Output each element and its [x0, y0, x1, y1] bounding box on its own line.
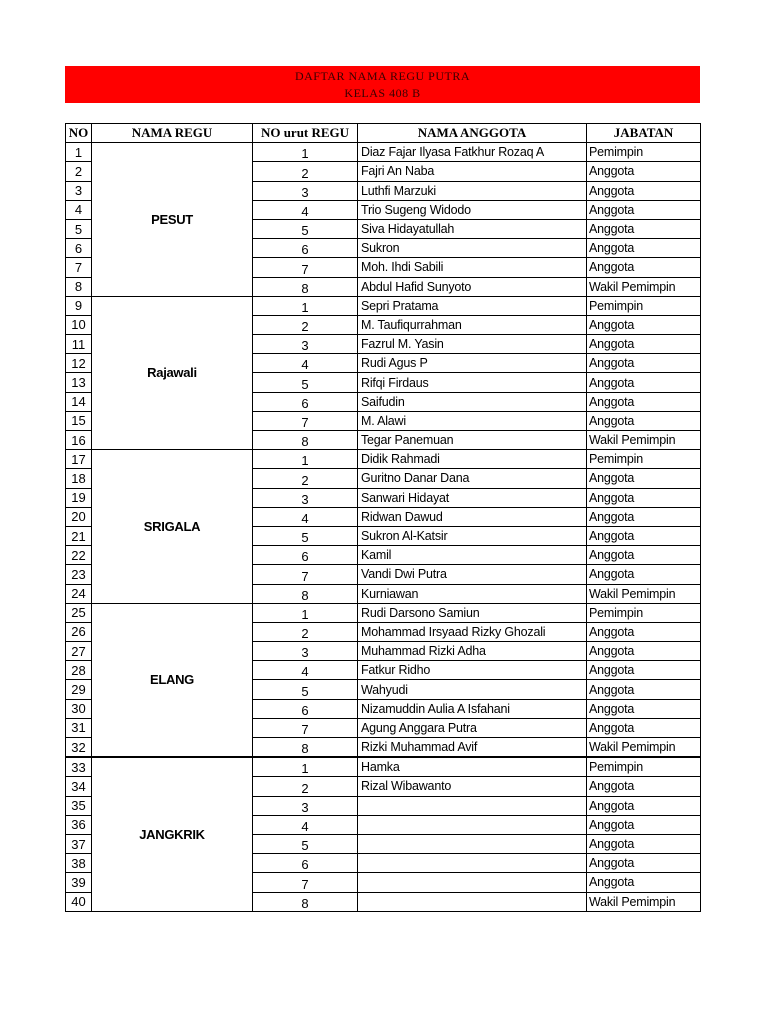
member-role: Anggota: [587, 777, 701, 796]
member-role: Wakil Pemimpin: [587, 738, 701, 758]
member-order: 6: [253, 239, 358, 258]
row-number: 39: [66, 873, 92, 892]
member-name: Vandi Dwi Putra: [358, 565, 587, 584]
member-role: Wakil Pemimpin: [587, 584, 701, 603]
regu-name: JANGKRIK: [92, 757, 253, 911]
member-role: Anggota: [587, 718, 701, 737]
table-row: [66, 757, 701, 777]
member-role: Pemimpin: [587, 143, 701, 162]
regu-name: PESUT: [92, 143, 253, 297]
member-order: 2: [253, 777, 358, 796]
member-role: Anggota: [587, 642, 701, 661]
row-number: 4: [66, 200, 92, 219]
row-number: 11: [66, 335, 92, 354]
header-no-urut: NO urut REGU: [253, 124, 358, 143]
member-order: 1: [253, 296, 358, 315]
member-role: Anggota: [587, 200, 701, 219]
member-order: 7: [253, 258, 358, 277]
member-role: Anggota: [587, 815, 701, 834]
member-name: [358, 796, 587, 815]
table-row: [66, 143, 701, 162]
member-order: 3: [253, 181, 358, 200]
row-number: 16: [66, 431, 92, 450]
table-row: [66, 603, 701, 622]
member-order: 6: [253, 392, 358, 411]
member-role: Anggota: [587, 181, 701, 200]
member-order: 5: [253, 526, 358, 545]
table-body: [66, 143, 701, 912]
row-number: 12: [66, 354, 92, 373]
row-number: 17: [66, 450, 92, 469]
member-role: Anggota: [587, 219, 701, 238]
member-role: Anggota: [587, 469, 701, 488]
member-role: Anggota: [587, 335, 701, 354]
regu-table: [65, 123, 701, 912]
header-jabatan: JABATAN: [587, 124, 701, 143]
member-name: Wahyudi: [358, 680, 587, 699]
member-order: 6: [253, 546, 358, 565]
member-order: 2: [253, 315, 358, 334]
member-role: Anggota: [587, 239, 701, 258]
member-name: Ridwan Dawud: [358, 507, 587, 526]
member-role: Anggota: [587, 680, 701, 699]
member-order: 8: [253, 892, 358, 911]
header-no: NO: [66, 124, 92, 143]
member-role: Anggota: [587, 526, 701, 545]
row-number: 20: [66, 507, 92, 526]
row-number: 7: [66, 258, 92, 277]
member-name: [358, 873, 587, 892]
member-order: 2: [253, 162, 358, 181]
member-name: Mohammad Irsyaad Rizky Ghozali: [358, 622, 587, 641]
member-name: Diaz Fajar Ilyasa Fatkhur Rozaq A: [358, 143, 587, 162]
row-number: 21: [66, 526, 92, 545]
member-role: Anggota: [587, 546, 701, 565]
member-order: 4: [253, 507, 358, 526]
member-role: Anggota: [587, 507, 701, 526]
member-role: Anggota: [587, 411, 701, 430]
member-role: Anggota: [587, 796, 701, 815]
row-number: 10: [66, 315, 92, 334]
class-subtitle: KELAS 408 B: [344, 86, 421, 100]
member-order: 7: [253, 411, 358, 430]
member-order: 3: [253, 488, 358, 507]
member-order: 7: [253, 565, 358, 584]
member-role: Anggota: [587, 699, 701, 718]
member-name: Guritno Danar Dana: [358, 469, 587, 488]
member-role: Pemimpin: [587, 603, 701, 622]
member-name: Rudi Agus P: [358, 354, 587, 373]
member-name: Abdul Hafid Sunyoto: [358, 277, 587, 296]
member-role: Anggota: [587, 661, 701, 680]
member-name: Rifqi Firdaus: [358, 373, 587, 392]
row-number: 28: [66, 661, 92, 680]
member-order: 3: [253, 642, 358, 661]
row-number: 32: [66, 738, 92, 758]
member-order: 3: [253, 796, 358, 815]
member-name: Rizal Wibawanto: [358, 777, 587, 796]
row-number: 23: [66, 565, 92, 584]
member-order: 4: [253, 200, 358, 219]
member-order: 4: [253, 661, 358, 680]
member-role: Anggota: [587, 565, 701, 584]
member-order: 7: [253, 873, 358, 892]
row-number: 36: [66, 815, 92, 834]
title-banner: [65, 66, 700, 103]
member-name: Luthfi Marzuki: [358, 181, 587, 200]
member-role: Anggota: [587, 873, 701, 892]
member-name: Hamka: [358, 757, 587, 777]
row-number: 35: [66, 796, 92, 815]
regu-name: SRIGALA: [92, 450, 253, 604]
row-number: 37: [66, 834, 92, 853]
member-name: Nizamuddin Aulia A Isfahani: [358, 699, 587, 718]
member-name: M. Taufiqurrahman: [358, 315, 587, 334]
member-order: 2: [253, 469, 358, 488]
member-name: Rizki Muhammad Avif: [358, 738, 587, 758]
row-number: 24: [66, 584, 92, 603]
member-role: Anggota: [587, 488, 701, 507]
member-order: 8: [253, 584, 358, 603]
member-order: 1: [253, 603, 358, 622]
member-role: Anggota: [587, 373, 701, 392]
member-name: Sukron: [358, 239, 587, 258]
member-order: 5: [253, 680, 358, 699]
table-header-row: [66, 124, 701, 143]
row-number: 19: [66, 488, 92, 507]
row-number: 13: [66, 373, 92, 392]
member-name: Rudi Darsono Samiun: [358, 603, 587, 622]
member-role: Anggota: [587, 162, 701, 181]
member-order: 4: [253, 354, 358, 373]
member-name: Fajri An Naba: [358, 162, 587, 181]
row-number: 29: [66, 680, 92, 699]
row-number: 40: [66, 892, 92, 911]
row-number: 9: [66, 296, 92, 315]
member-name: Didik Rahmadi: [358, 450, 587, 469]
member-role: Anggota: [587, 354, 701, 373]
member-order: 7: [253, 718, 358, 737]
member-role: Pemimpin: [587, 296, 701, 315]
member-name: Kamil: [358, 546, 587, 565]
member-order: 2: [253, 622, 358, 641]
row-number: 6: [66, 239, 92, 258]
member-order: 6: [253, 699, 358, 718]
member-role: Anggota: [587, 834, 701, 853]
member-order: 1: [253, 757, 358, 777]
row-number: 25: [66, 603, 92, 622]
member-name: Sanwari Hidayat: [358, 488, 587, 507]
member-order: 1: [253, 143, 358, 162]
row-number: 14: [66, 392, 92, 411]
member-order: 4: [253, 815, 358, 834]
member-role: Anggota: [587, 392, 701, 411]
row-number: 3: [66, 181, 92, 200]
member-role: Wakil Pemimpin: [587, 892, 701, 911]
member-name: M. Alawi: [358, 411, 587, 430]
table-row: [66, 450, 701, 469]
member-name: Fazrul M. Yasin: [358, 335, 587, 354]
member-name: Siva Hidayatullah: [358, 219, 587, 238]
member-role: Wakil Pemimpin: [587, 431, 701, 450]
row-number: 31: [66, 718, 92, 737]
member-order: 5: [253, 219, 358, 238]
member-name: Saifudin: [358, 392, 587, 411]
header-nama-regu: NAMA REGU: [92, 124, 253, 143]
member-order: 8: [253, 738, 358, 758]
member-name: Trio Sugeng Widodo: [358, 200, 587, 219]
member-name: Fatkur Ridho: [358, 661, 587, 680]
row-number: 22: [66, 546, 92, 565]
table-row: [66, 296, 701, 315]
member-order: 6: [253, 854, 358, 873]
member-role: Pemimpin: [587, 757, 701, 777]
row-number: 38: [66, 854, 92, 873]
member-order: 8: [253, 277, 358, 296]
row-number: 33: [66, 757, 92, 777]
row-number: 15: [66, 411, 92, 430]
member-name: Moh. Ihdi Sabili: [358, 258, 587, 277]
member-role: Anggota: [587, 854, 701, 873]
member-name: Sukron Al-Katsir: [358, 526, 587, 545]
member-name: [358, 854, 587, 873]
member-name: Sepri Pratama: [358, 296, 587, 315]
member-order: 5: [253, 373, 358, 392]
member-name: [358, 834, 587, 853]
member-role: Anggota: [587, 258, 701, 277]
row-number: 8: [66, 277, 92, 296]
header-nama-anggota: NAMA ANGGOTA: [358, 124, 587, 143]
member-order: 5: [253, 834, 358, 853]
member-order: 8: [253, 431, 358, 450]
row-number: 1: [66, 143, 92, 162]
document-title: DAFTAR NAMA REGU PUTRA: [294, 69, 471, 83]
member-role: Pemimpin: [587, 450, 701, 469]
row-number: 26: [66, 622, 92, 641]
member-role: Anggota: [587, 622, 701, 641]
member-name: Agung Anggara Putra: [358, 718, 587, 737]
row-number: 34: [66, 777, 92, 796]
regu-name: ELANG: [92, 603, 253, 757]
member-role: Wakil Pemimpin: [587, 277, 701, 296]
member-role: Anggota: [587, 315, 701, 334]
member-name: Muhammad Rizki Adha: [358, 642, 587, 661]
member-name: [358, 892, 587, 911]
row-number: 27: [66, 642, 92, 661]
member-order: 3: [253, 335, 358, 354]
member-name: Tegar Panemuan: [358, 431, 587, 450]
member-order: 1: [253, 450, 358, 469]
regu-name: Rajawali: [92, 296, 253, 450]
row-number: 18: [66, 469, 92, 488]
row-number: 2: [66, 162, 92, 181]
row-number: 30: [66, 699, 92, 718]
member-name: Kurniawan: [358, 584, 587, 603]
row-number: 5: [66, 219, 92, 238]
member-name: [358, 815, 587, 834]
